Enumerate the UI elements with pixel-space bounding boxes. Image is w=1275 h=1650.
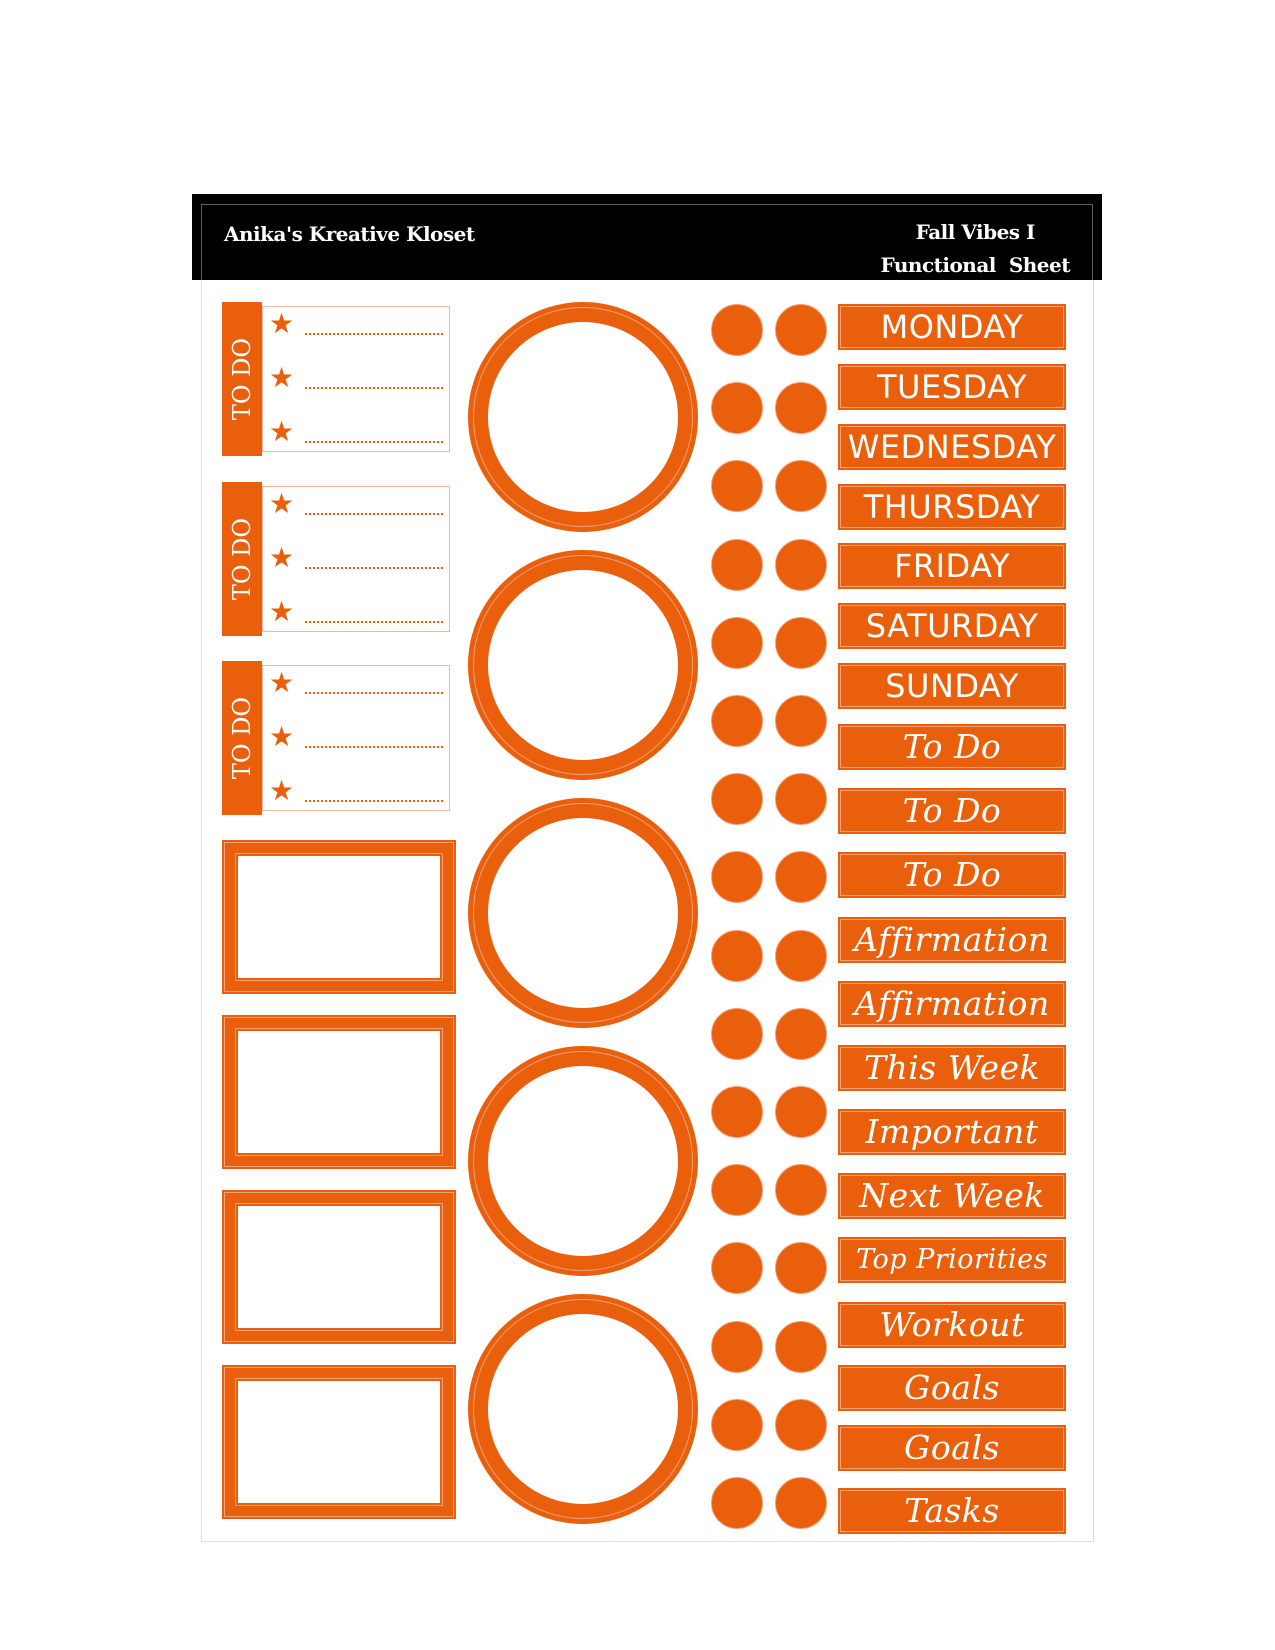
rectangle-frame-sticker[interactable] [222, 1015, 456, 1169]
frame-inner [238, 1031, 440, 1153]
dot-sticker[interactable] [775, 539, 827, 591]
dot-sticker[interactable] [775, 1164, 827, 1216]
dotted-line [305, 441, 443, 443]
dot-sticker[interactable] [711, 460, 763, 512]
todo-tab-label: TO DO [228, 517, 256, 601]
frame-inner [238, 1206, 440, 1328]
dot-sticker[interactable] [775, 382, 827, 434]
dot-sticker[interactable] [711, 1086, 763, 1138]
dot-sticker[interactable] [711, 1164, 763, 1216]
label-sticker[interactable]: Goals [838, 1425, 1066, 1471]
label-sticker[interactable]: Tasks [838, 1488, 1066, 1534]
rectangle-frame-sticker[interactable] [222, 840, 456, 994]
label-sticker[interactable]: Goals [838, 1365, 1066, 1411]
star-icon: ★ [269, 487, 295, 520]
todo-sticker[interactable] [222, 302, 450, 456]
star-icon: ★ [269, 774, 295, 807]
dot-sticker[interactable] [775, 773, 827, 825]
dot-sticker[interactable] [711, 539, 763, 591]
todo-line [269, 722, 445, 752]
dot-sticker[interactable] [711, 930, 763, 982]
label-sticker[interactable]: Top Priorities [838, 1237, 1066, 1283]
dot-sticker[interactable] [775, 695, 827, 747]
dot-sticker[interactable] [711, 1321, 763, 1373]
dot-sticker[interactable] [775, 1399, 827, 1451]
dot-sticker[interactable] [775, 851, 827, 903]
circle-frame-sticker[interactable] [468, 798, 698, 1028]
star-icon: ★ [269, 541, 295, 574]
label-sticker[interactable]: To Do [838, 852, 1066, 898]
label-sticker[interactable]: To Do [838, 724, 1066, 770]
circle-frame-sticker[interactable] [468, 302, 698, 532]
label-sticker[interactable]: Affirmation [838, 917, 1066, 963]
dotted-line [305, 333, 443, 335]
todo-line [269, 489, 445, 519]
todo-line [269, 597, 445, 627]
dot-sticker[interactable] [711, 1008, 763, 1060]
todo-line [269, 543, 445, 573]
ring-inner [488, 570, 678, 760]
todo-tab [222, 482, 262, 636]
dot-sticker[interactable] [711, 382, 763, 434]
label-sticker[interactable]: SUNDAY [838, 663, 1066, 709]
dotted-line [305, 800, 443, 802]
dot-sticker[interactable] [711, 695, 763, 747]
ring-inner [488, 322, 678, 512]
dot-sticker[interactable] [711, 1242, 763, 1294]
todo-box [262, 665, 450, 811]
label-sticker[interactable]: Next Week [838, 1173, 1066, 1219]
todo-tab [222, 302, 262, 456]
dot-sticker[interactable] [711, 851, 763, 903]
rectangle-frame-sticker[interactable] [222, 1190, 456, 1344]
dotted-line [305, 387, 443, 389]
star-icon: ★ [269, 307, 295, 340]
todo-tab-label: TO DO [228, 696, 256, 780]
todo-sticker[interactable] [222, 482, 450, 636]
star-icon: ★ [269, 415, 295, 448]
label-sticker[interactable]: Affirmation [838, 981, 1066, 1027]
brand-name: Anika's Kreative Kloset [224, 222, 475, 246]
dot-sticker[interactable] [775, 1008, 827, 1060]
todo-box [262, 486, 450, 632]
dotted-line [305, 692, 443, 694]
dot-sticker[interactable] [711, 773, 763, 825]
label-sticker[interactable]: To Do [838, 788, 1066, 834]
star-icon: ★ [269, 720, 295, 753]
star-icon: ★ [269, 361, 295, 394]
star-icon: ★ [269, 666, 295, 699]
dot-sticker[interactable] [711, 1477, 763, 1529]
dotted-line [305, 567, 443, 569]
circle-frame-sticker[interactable] [468, 1046, 698, 1276]
dot-sticker[interactable] [711, 1399, 763, 1451]
sheet-title-line2: Functional Sheet [880, 253, 1070, 277]
label-sticker[interactable]: WEDNESDAY [838, 424, 1066, 470]
dot-sticker[interactable] [775, 460, 827, 512]
dot-sticker[interactable] [775, 617, 827, 669]
dotted-line [305, 746, 443, 748]
dot-sticker[interactable] [775, 1321, 827, 1373]
label-sticker[interactable]: This Week [838, 1045, 1066, 1091]
todo-line [269, 363, 445, 393]
dot-sticker[interactable] [775, 1086, 827, 1138]
sheet-title-line1: Fall Vibes I [915, 220, 1035, 244]
sheet-header [192, 194, 1102, 280]
frame-inner [238, 1381, 440, 1503]
label-sticker[interactable]: SATURDAY [838, 603, 1066, 649]
circle-frame-sticker[interactable] [468, 1294, 698, 1524]
dot-sticker[interactable] [711, 617, 763, 669]
circle-frame-sticker[interactable] [468, 550, 698, 780]
dot-sticker[interactable] [775, 1242, 827, 1294]
dot-sticker[interactable] [775, 930, 827, 982]
ring-inner [488, 818, 678, 1008]
todo-box [262, 306, 450, 452]
todo-line [269, 668, 445, 698]
label-sticker[interactable]: THURSDAY [838, 484, 1066, 530]
label-sticker[interactable]: Important [838, 1109, 1066, 1155]
todo-tab [222, 661, 262, 815]
ring-inner [488, 1066, 678, 1256]
dot-sticker[interactable] [775, 304, 827, 356]
todo-line [269, 309, 445, 339]
todo-tab-label: TO DO [228, 337, 256, 421]
frame-inner [238, 856, 440, 978]
dot-sticker[interactable] [711, 304, 763, 356]
ring-inner [488, 1314, 678, 1504]
label-sticker[interactable]: TUESDAY [838, 364, 1066, 410]
dotted-line [305, 513, 443, 515]
rectangle-frame-sticker[interactable] [222, 1365, 456, 1519]
todo-line [269, 417, 445, 447]
sheet-title [881, 216, 1070, 282]
label-sticker[interactable]: MONDAY [838, 304, 1066, 350]
star-icon: ★ [269, 595, 295, 628]
label-sticker[interactable]: FRIDAY [838, 543, 1066, 589]
label-sticker[interactable]: Workout [838, 1302, 1066, 1348]
todo-line [269, 776, 445, 806]
dotted-line [305, 621, 443, 623]
todo-sticker[interactable] [222, 661, 450, 815]
dot-sticker[interactable] [775, 1477, 827, 1529]
